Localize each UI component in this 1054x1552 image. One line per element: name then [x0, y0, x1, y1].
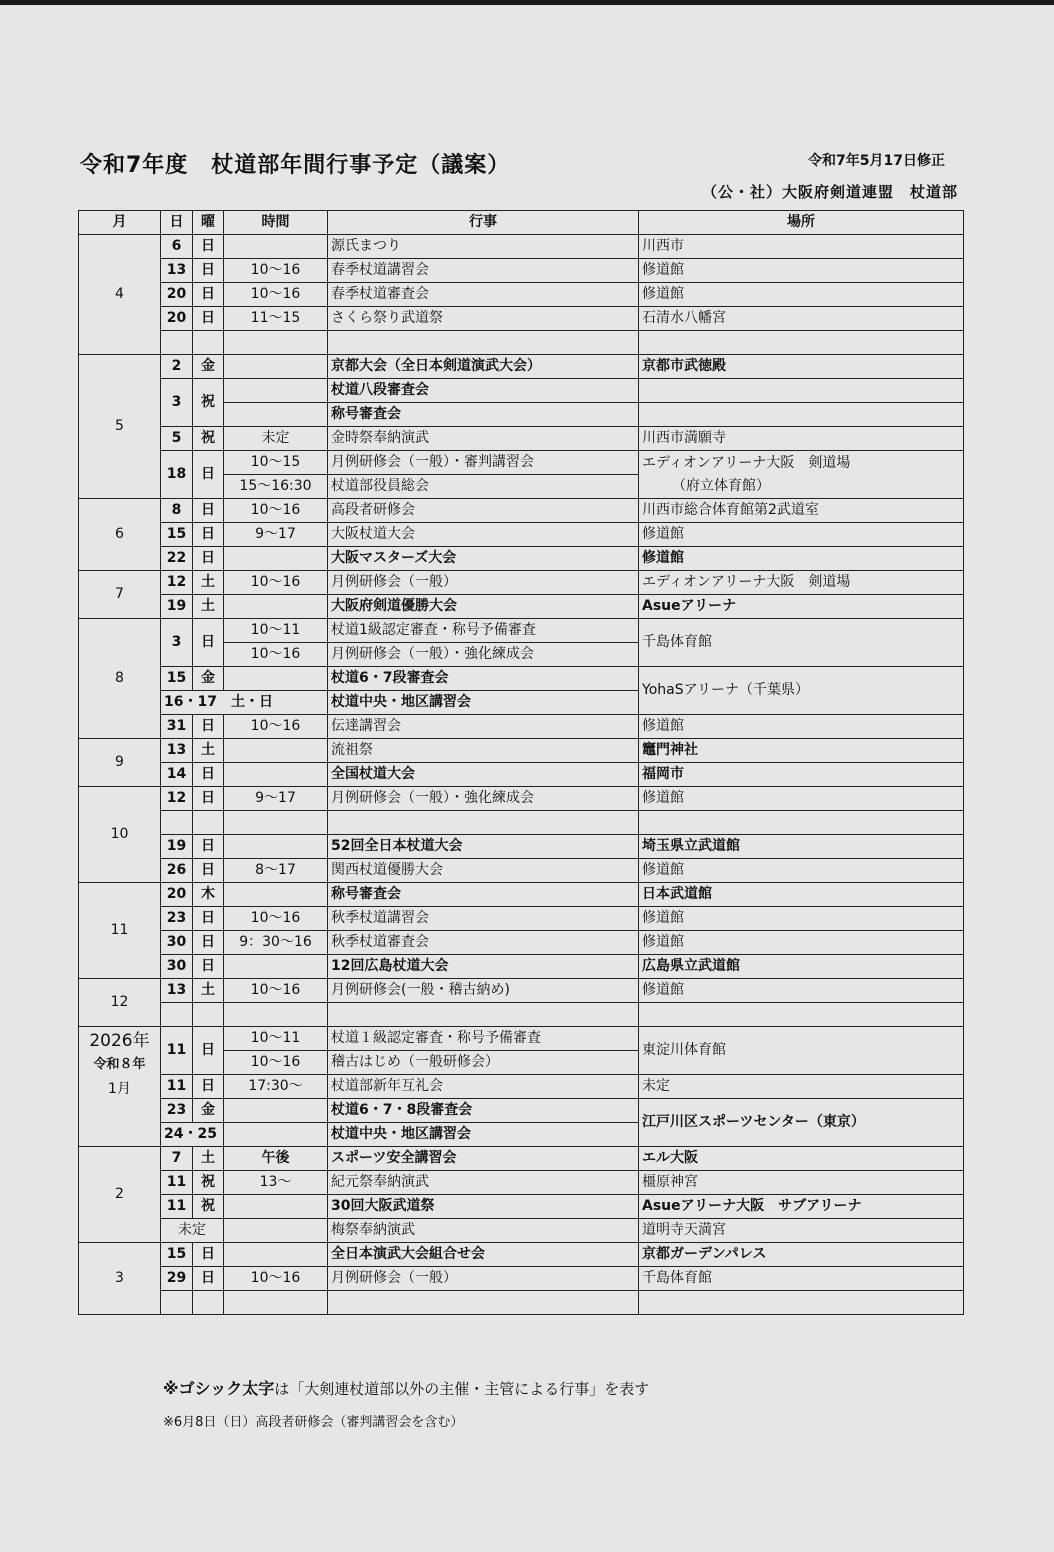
- day-cell: 20: [161, 283, 193, 307]
- place-cell: 日本武道館: [639, 883, 964, 907]
- weekday-cell: 金: [193, 355, 224, 379]
- day-cell: 13: [161, 259, 193, 283]
- time-cell: 10〜16: [224, 571, 328, 595]
- table-row: [79, 907, 964, 931]
- event-cell: 梅祭奉納演武: [328, 1219, 639, 1243]
- day-cell: 8: [161, 499, 193, 523]
- month-label-january: [79, 1027, 161, 1147]
- event-cell: 月例研修会(一般・稽古納め): [328, 979, 639, 1003]
- event-cell: 称号審査会: [328, 883, 639, 907]
- place-cell: Asueアリーナ大阪 サブアリーナ: [639, 1195, 964, 1219]
- table-row: [79, 235, 964, 259]
- month-label: 2: [79, 1147, 161, 1243]
- weekday-cell: 日: [193, 1027, 224, 1075]
- table-row: [79, 955, 964, 979]
- place-line-1: エディオンアリーナ大阪 剣道場: [642, 454, 851, 471]
- table-row: [79, 595, 964, 619]
- day-cell: 15: [161, 667, 193, 691]
- place-cell: 東淀川体育館: [639, 1027, 964, 1075]
- month-label: 7: [79, 571, 161, 619]
- event-cell: 月例研修会（一般）・審判講習会: [328, 451, 639, 475]
- weekday-cell: 日: [193, 307, 224, 331]
- place-cell: 京都ガーデンパレス: [639, 1243, 964, 1267]
- place-cell: 修道館: [639, 259, 964, 283]
- place-cell: 広島県立武道館: [639, 955, 964, 979]
- weekday-cell: 土: [193, 595, 224, 619]
- event-cell: 源氏まつり: [328, 235, 639, 259]
- day-cell: 2: [161, 355, 193, 379]
- event-cell: 金時祭奉納演武: [328, 427, 639, 451]
- time-cell: 10〜16: [224, 979, 328, 1003]
- event-cell: 杖道八段審査会: [328, 379, 639, 403]
- time-cell: 11〜15: [224, 307, 328, 331]
- event-cell: 京都大会（全日本剣道演武大会）: [328, 355, 639, 379]
- day-cell: 30: [161, 931, 193, 955]
- col-header-event: 行事: [328, 211, 639, 235]
- event-cell: 杖道部役員総会: [328, 475, 639, 499]
- event-cell: 杖道6・7・8段審査会: [328, 1099, 639, 1123]
- place-cell: [639, 451, 964, 499]
- time-cell: 10〜16: [224, 1051, 328, 1075]
- table-row: [79, 571, 964, 595]
- month-label: 5: [79, 355, 161, 499]
- day-cell: 7: [161, 1147, 193, 1171]
- day-cell: 3: [161, 379, 193, 427]
- weekday-cell: 祝: [193, 379, 224, 427]
- table-row: [79, 979, 964, 1003]
- day-cell: 26: [161, 859, 193, 883]
- table-row: [79, 859, 964, 883]
- table-row: [79, 259, 964, 283]
- time-cell: 未定: [224, 427, 328, 451]
- event-cell: 称号審査会: [328, 403, 639, 427]
- weekday-cell: 土: [193, 1147, 224, 1171]
- month-label: 1月: [108, 1081, 131, 1097]
- place-line-2: （府立体育館）: [672, 477, 770, 494]
- place-cell: 修道館: [639, 907, 964, 931]
- time-cell: 10〜16: [224, 1267, 328, 1291]
- time-cell: 10〜16: [224, 259, 328, 283]
- place-cell: YohaSアリーナ（千葉県）: [639, 667, 964, 715]
- table-row: [79, 1099, 964, 1123]
- day-cell: 20: [161, 307, 193, 331]
- legend-note-emphasis: ※ゴシック太字: [163, 1379, 275, 1398]
- month-label: 12: [79, 979, 161, 1027]
- time-cell: 10〜16: [224, 907, 328, 931]
- event-cell: 杖道6・7段審査会: [328, 667, 639, 691]
- day-cell: 18: [161, 451, 193, 499]
- weekday-cell: 日: [193, 787, 224, 811]
- time-cell: 10〜11: [224, 619, 328, 643]
- footnote: ※6月8日（日）高段者研修会（審判講習会を含む）: [163, 1415, 464, 1430]
- weekday-cell: 日: [193, 1243, 224, 1267]
- weekday-cell: 日: [193, 259, 224, 283]
- event-cell: 春季杖道審査会: [328, 283, 639, 307]
- day-cell: 12: [161, 571, 193, 595]
- event-cell: 高段者研修会: [328, 499, 639, 523]
- event-cell: 52回全日本杖道大会: [328, 835, 639, 859]
- month-label: 8: [79, 619, 161, 739]
- day-cell: 5: [161, 427, 193, 451]
- event-cell: 春季杖道講習会: [328, 259, 639, 283]
- weekday-cell: 日: [193, 931, 224, 955]
- month-label: 3: [79, 1243, 161, 1315]
- table-row: [79, 1027, 964, 1051]
- time-cell: 9〜17: [224, 523, 328, 547]
- table-row: [79, 499, 964, 523]
- place-cell: 江戸川区スポーツセンター（東京）: [639, 1099, 964, 1147]
- day-weekday-cell: 未定: [161, 1219, 224, 1243]
- day-cell: 30: [161, 955, 193, 979]
- event-cell: 杖道１級認定審査・称号予備審査: [328, 1027, 639, 1051]
- event-cell: 大阪マスターズ大会: [328, 547, 639, 571]
- place-cell: 修道館: [639, 283, 964, 307]
- day-cell: 23: [161, 907, 193, 931]
- weekday-cell: 日: [193, 283, 224, 307]
- day-cell: 6: [161, 235, 193, 259]
- table-row: [79, 763, 964, 787]
- place-cell: エル大阪: [639, 1147, 964, 1171]
- weekday-cell: 祝: [193, 427, 224, 451]
- revision-date: 令和7年5月17日修正: [808, 153, 945, 169]
- day-cell: 11: [161, 1027, 193, 1075]
- place-cell: 修道館: [639, 979, 964, 1003]
- place-cell: 修道館: [639, 547, 964, 571]
- day-cell: 19: [161, 595, 193, 619]
- event-cell: 12回広島杖道大会: [328, 955, 639, 979]
- day-cell: 11: [161, 1171, 193, 1195]
- month-label: 9: [79, 739, 161, 787]
- day-weekday-cell: 16・17 土・日: [161, 691, 328, 715]
- day-cell: 11: [161, 1075, 193, 1099]
- empty-row: [79, 811, 964, 835]
- top-edge: [0, 0, 1054, 5]
- table-row: [79, 427, 964, 451]
- place-cell: Asueアリーナ: [639, 595, 964, 619]
- time-cell: 10〜16: [224, 643, 328, 667]
- weekday-cell: 祝: [193, 1171, 224, 1195]
- place-cell: 修道館: [639, 931, 964, 955]
- event-cell: 大阪杖道大会: [328, 523, 639, 547]
- day-cell: 31: [161, 715, 193, 739]
- event-cell: 杖道1級認定審査・称号予備審査: [328, 619, 639, 643]
- table-row: [79, 1195, 964, 1219]
- page-title: 令和7年度 杖道部年間行事予定（議案）: [80, 153, 511, 178]
- time-cell: 10〜16: [224, 499, 328, 523]
- weekday-cell: 土: [193, 739, 224, 763]
- place-cell: 京都市武徳殿: [639, 355, 964, 379]
- table-row: [79, 619, 964, 643]
- table-row: [79, 1171, 964, 1195]
- place-cell: 福岡市: [639, 763, 964, 787]
- weekday-cell: 日: [193, 619, 224, 667]
- day-cell: 23: [161, 1099, 193, 1123]
- place-cell: 道明寺天満宮: [639, 1219, 964, 1243]
- weekday-cell: 日: [193, 547, 224, 571]
- event-cell: スポーツ安全講習会: [328, 1147, 639, 1171]
- place-cell: 埼玉県立武道館: [639, 835, 964, 859]
- event-cell: 杖道中央・地区講習会: [328, 1123, 639, 1147]
- event-cell: 全国杖道大会: [328, 763, 639, 787]
- day-cell: 20: [161, 883, 193, 907]
- weekday-cell: 日: [193, 763, 224, 787]
- table-row: [79, 547, 964, 571]
- time-cell: 13〜: [224, 1171, 328, 1195]
- event-cell: 30回大阪武道祭: [328, 1195, 639, 1219]
- place-cell: 修道館: [639, 787, 964, 811]
- weekday-cell: 日: [193, 523, 224, 547]
- time-cell: 17:30〜: [224, 1075, 328, 1099]
- time-cell: 15〜16:30: [224, 475, 328, 499]
- event-cell: 大阪府剣道優勝大会: [328, 595, 639, 619]
- table-row: [79, 739, 964, 763]
- table-row: [79, 451, 964, 475]
- table-row: [79, 883, 964, 907]
- event-cell: 流祖祭: [328, 739, 639, 763]
- event-cell: 秋季杖道講習会: [328, 907, 639, 931]
- day-cell: 15: [161, 523, 193, 547]
- day-cell: 15: [161, 1243, 193, 1267]
- event-cell: 杖道部新年互礼会: [328, 1075, 639, 1099]
- weekday-cell: 日: [193, 1075, 224, 1099]
- place-cell: エディオンアリーナ大阪 剣道場: [639, 571, 964, 595]
- time-cell: 9：30〜16: [224, 931, 328, 955]
- table-header-row: [79, 211, 964, 235]
- time-cell: 10〜11: [224, 1027, 328, 1051]
- weekday-cell: 日: [193, 1267, 224, 1291]
- event-cell: 紀元祭奉納演武: [328, 1171, 639, 1195]
- table-row: [79, 715, 964, 739]
- weekday-cell: 日: [193, 451, 224, 499]
- day-weekday-cell: 24・25: [161, 1123, 224, 1147]
- time-cell: [224, 235, 328, 259]
- organization-name: （公・社）大阪府剣道連盟 杖道部: [702, 183, 959, 201]
- event-cell: 月例研修会（一般）・強化練成会: [328, 643, 639, 667]
- day-cell: 11: [161, 1195, 193, 1219]
- day-cell: 22: [161, 547, 193, 571]
- weekday-cell: 日: [193, 715, 224, 739]
- weekday-cell: 土: [193, 571, 224, 595]
- weekday-cell: 木: [193, 883, 224, 907]
- table-row: [79, 1075, 964, 1099]
- place-cell: 修道館: [639, 523, 964, 547]
- day-cell: 29: [161, 1267, 193, 1291]
- event-cell: 関西杖道優勝大会: [328, 859, 639, 883]
- event-cell: 月例研修会（一般）・強化練成会: [328, 787, 639, 811]
- place-cell: 川西市: [639, 235, 964, 259]
- month-label: 6: [79, 499, 161, 571]
- weekday-cell: 金: [193, 1099, 224, 1123]
- weekday-cell: 日: [193, 235, 224, 259]
- event-cell: 杖道中央・地区講習会: [328, 691, 639, 715]
- day-cell: 3: [161, 619, 193, 667]
- era-year-label: 令和８年: [93, 1057, 146, 1072]
- col-header-place: 場所: [639, 211, 964, 235]
- col-header-month: 月: [79, 211, 161, 235]
- event-cell: さくら祭り武道祭: [328, 307, 639, 331]
- event-cell: 稽古はじめ（一般研修会）: [328, 1051, 639, 1075]
- table-row: [79, 355, 964, 379]
- place-cell: 修道館: [639, 859, 964, 883]
- month-label: 11: [79, 883, 161, 979]
- table-row: [79, 1243, 964, 1267]
- time-cell: 10〜16: [224, 715, 328, 739]
- table-row: [79, 523, 964, 547]
- weekday-cell: 祝: [193, 1195, 224, 1219]
- place-cell: 川西市総合体育館第2武道室: [639, 499, 964, 523]
- month-label: 4: [79, 235, 161, 355]
- table-row: [79, 1267, 964, 1291]
- table-row: [79, 1147, 964, 1171]
- day-cell: 13: [161, 739, 193, 763]
- legend-note-text: は「大剣連杖道部以外の主催・主管による行事」を表す: [274, 1380, 650, 1398]
- time-cell: 10〜15: [224, 451, 328, 475]
- legend-note: [163, 1376, 649, 1399]
- weekday-cell: 日: [193, 907, 224, 931]
- empty-row: [79, 331, 964, 355]
- weekday-cell: 金: [193, 667, 224, 691]
- place-cell: 石清水八幡宮: [639, 307, 964, 331]
- table-row: [79, 667, 964, 691]
- time-cell: 8〜17: [224, 859, 328, 883]
- weekday-cell: 日: [193, 499, 224, 523]
- month-label: 10: [79, 787, 161, 883]
- table-row: [79, 1219, 964, 1243]
- day-cell: 13: [161, 979, 193, 1003]
- place-cell: 橿原神宮: [639, 1171, 964, 1195]
- day-cell: 14: [161, 763, 193, 787]
- weekday-cell: 日: [193, 859, 224, 883]
- table-row: [79, 283, 964, 307]
- place-cell: 修道館: [639, 715, 964, 739]
- place-cell: 千島体育館: [639, 619, 964, 667]
- place-cell: 竈門神社: [639, 739, 964, 763]
- table-row: [79, 307, 964, 331]
- table-row: [79, 787, 964, 811]
- empty-row: [79, 1003, 964, 1027]
- table-row: [79, 835, 964, 859]
- day-cell: 19: [161, 835, 193, 859]
- year-label: 2026年: [89, 1031, 150, 1051]
- time-cell: 9〜17: [224, 787, 328, 811]
- table-row: [79, 931, 964, 955]
- col-header-weekday: 曜: [193, 211, 224, 235]
- day-cell: 12: [161, 787, 193, 811]
- event-cell: 全日本演武大会組合せ会: [328, 1243, 639, 1267]
- col-header-day: 日: [161, 211, 193, 235]
- time-cell: 10〜16: [224, 283, 328, 307]
- weekday-cell: 日: [193, 955, 224, 979]
- empty-row: [79, 1291, 964, 1315]
- weekday-cell: 土: [193, 979, 224, 1003]
- event-cell: 月例研修会（一般）: [328, 571, 639, 595]
- place-cell: 川西市満願寺: [639, 427, 964, 451]
- table-row: [79, 379, 964, 403]
- event-cell: 月例研修会（一般）: [328, 1267, 639, 1291]
- col-header-time: 時間: [224, 211, 328, 235]
- place-cell: 未定: [639, 1075, 964, 1099]
- event-cell: 伝達講習会: [328, 715, 639, 739]
- place-cell: 千島体育館: [639, 1267, 964, 1291]
- event-cell: 秋季杖道審査会: [328, 931, 639, 955]
- weekday-cell: 日: [193, 835, 224, 859]
- time-cell: 午後: [224, 1147, 328, 1171]
- schedule-table: [78, 210, 964, 1315]
